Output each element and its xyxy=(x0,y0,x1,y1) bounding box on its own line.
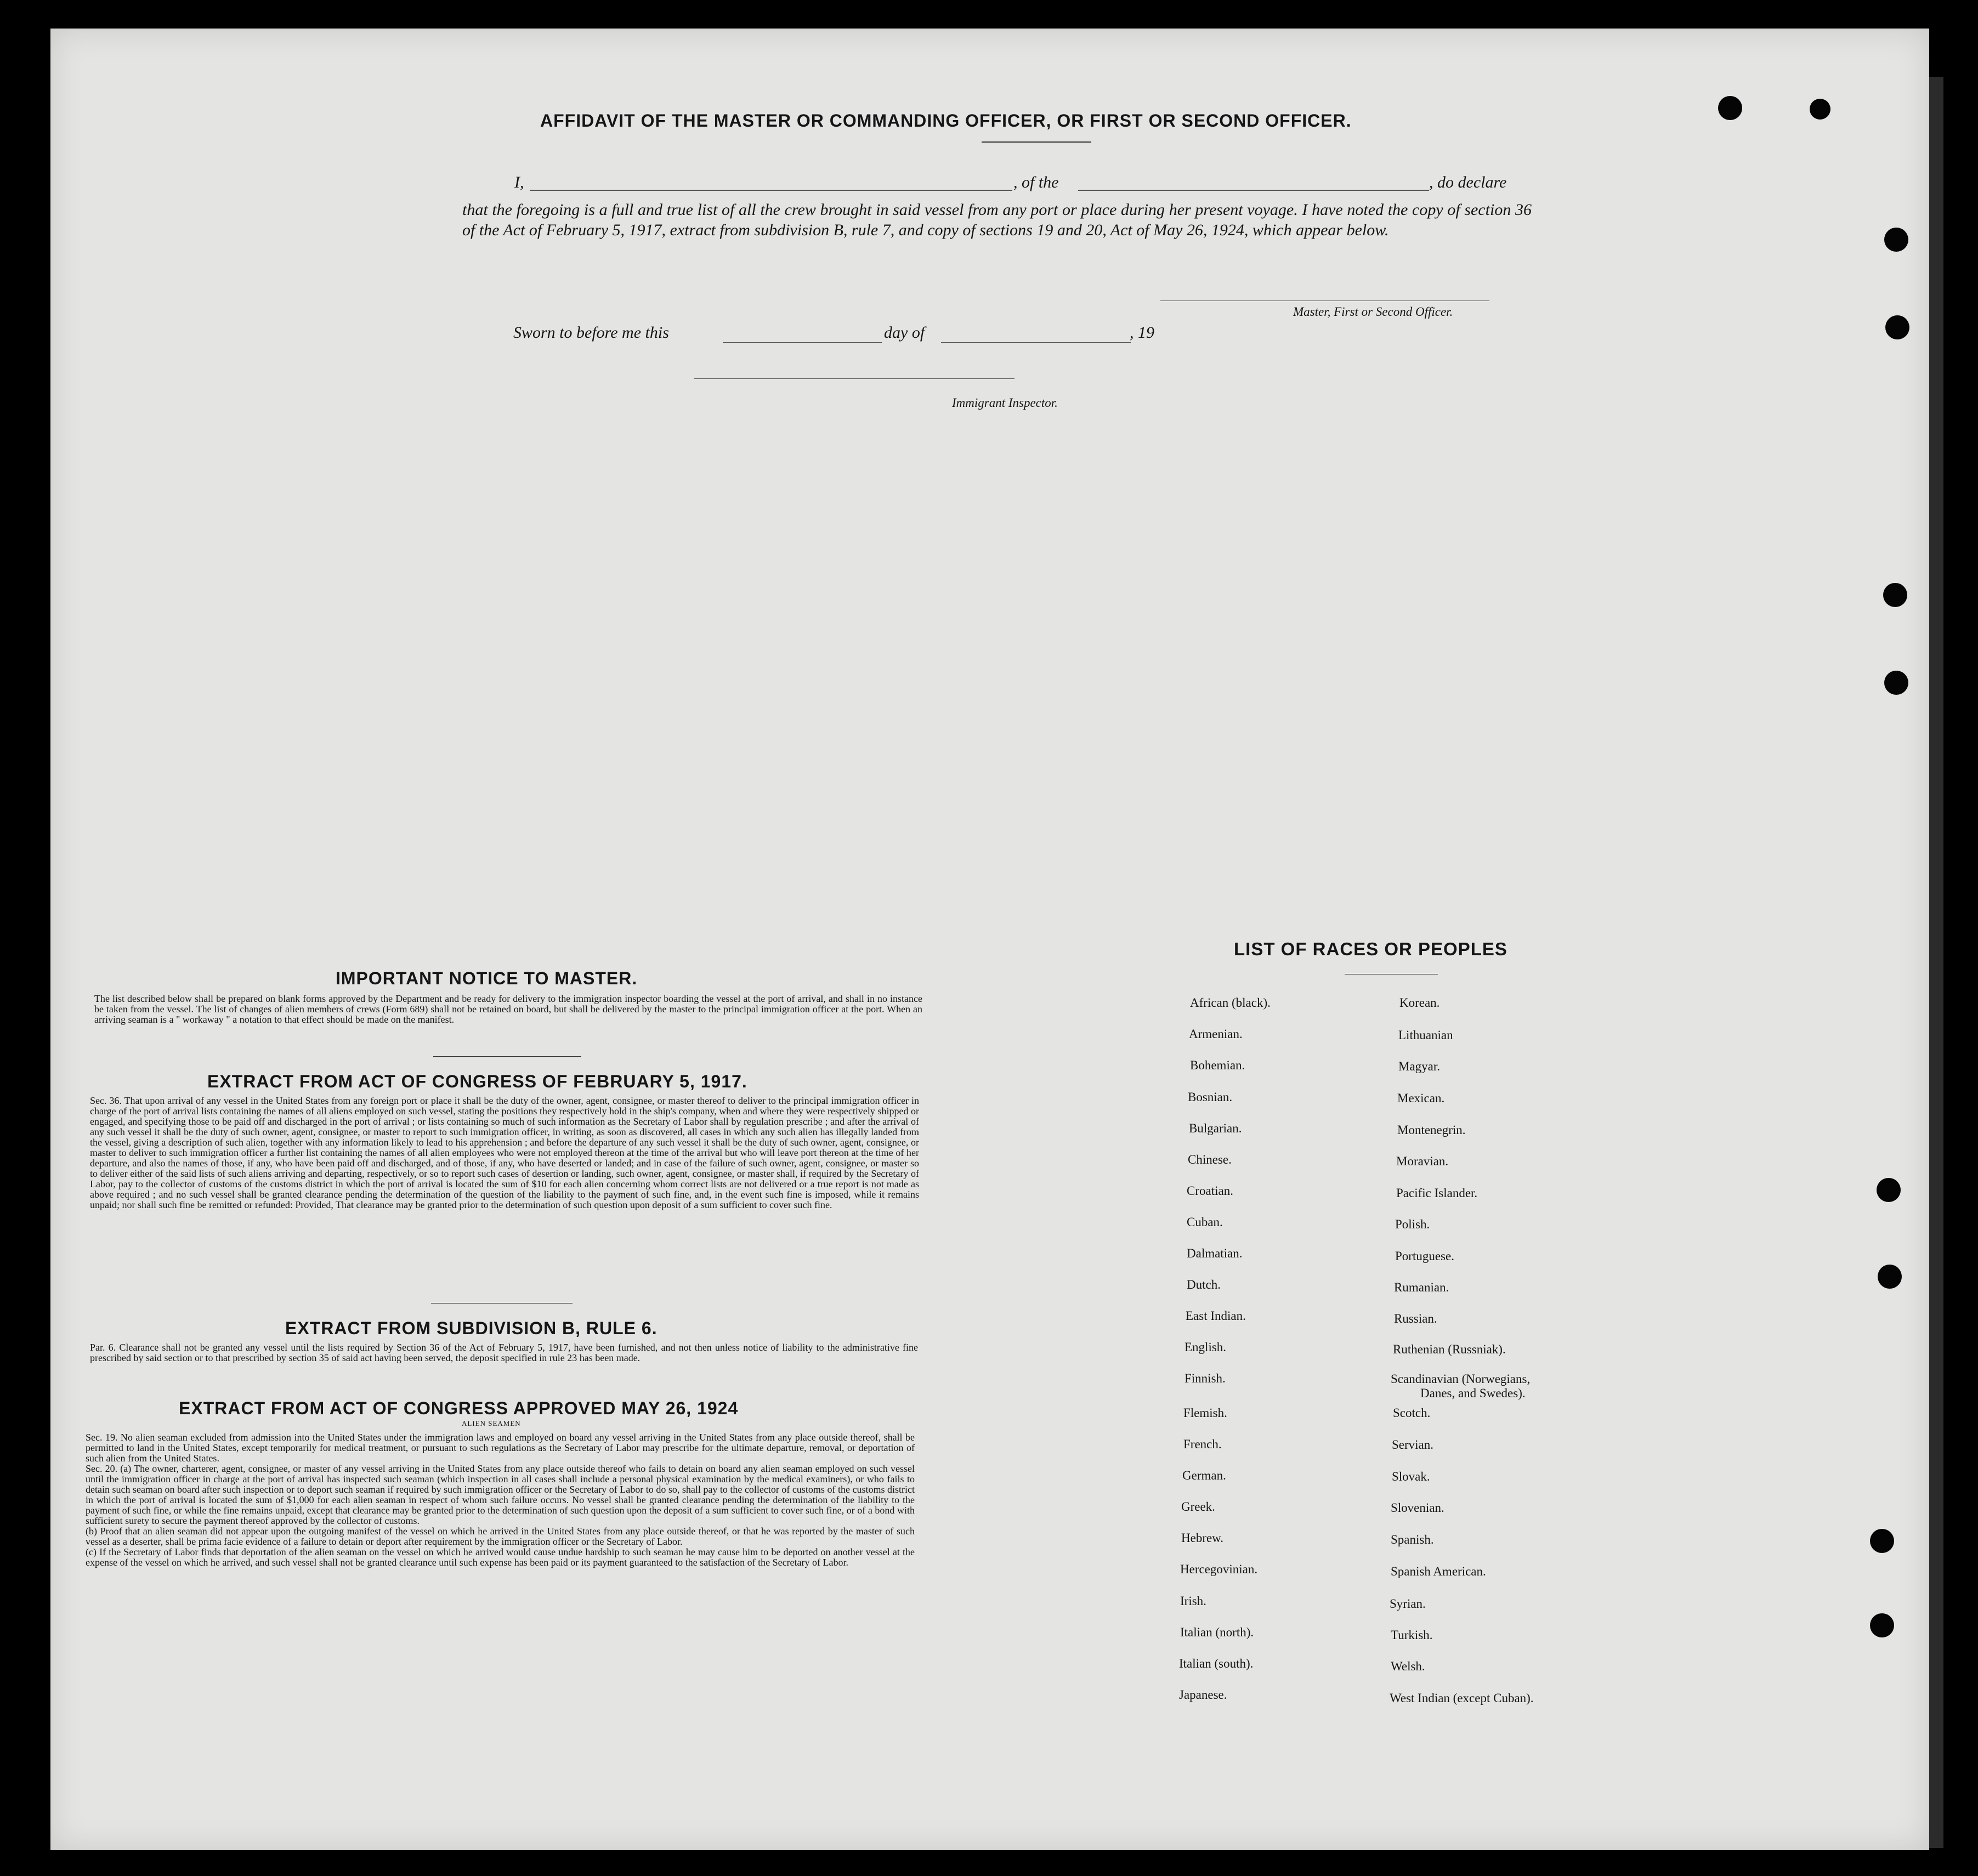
act-1924-body xyxy=(86,1432,915,1568)
race-item: Chinese. xyxy=(1188,1153,1232,1166)
race-item: Bohemian. xyxy=(1190,1058,1245,1072)
notice-title: IMPORTANT NOTICE TO MASTER. xyxy=(336,968,638,988)
race-item: West Indian (except Cuban). xyxy=(1390,1691,1534,1705)
race-item: Greek. xyxy=(1181,1500,1215,1514)
race-item: Bosnian. xyxy=(1188,1090,1233,1104)
punch-hole xyxy=(1885,315,1909,339)
day-of-label: day of xyxy=(884,324,925,342)
race-item: Portuguese. xyxy=(1395,1249,1454,1263)
race-item: Slovenian. xyxy=(1391,1501,1444,1515)
punch-hole xyxy=(1810,99,1830,120)
name-blank[interactable] xyxy=(530,190,1012,191)
act-1924-subtitle: ALIEN SEAMEN xyxy=(462,1419,521,1427)
races-title: LIST OF RACES OR PEOPLES xyxy=(1234,939,1507,959)
race-item: Pacific Islander. xyxy=(1396,1186,1478,1200)
punch-hole xyxy=(1718,96,1742,120)
page-edge xyxy=(1929,77,1943,1848)
race-item: Hercegovinian. xyxy=(1180,1562,1258,1576)
punch-hole xyxy=(1877,1178,1901,1202)
divider xyxy=(433,1056,581,1057)
punch-hole xyxy=(1878,1265,1902,1289)
race-item: Finnish. xyxy=(1184,1371,1226,1385)
punch-hole xyxy=(1870,1613,1894,1637)
race-item: Japanese. xyxy=(1179,1688,1227,1702)
race-item: Scotch. xyxy=(1393,1406,1431,1420)
sworn-day-blank[interactable] xyxy=(723,342,882,343)
race-item: Italian (south). xyxy=(1179,1657,1254,1670)
race-item: English. xyxy=(1184,1340,1227,1354)
race-item: Syrian. xyxy=(1390,1597,1426,1611)
race-item: Italian (north). xyxy=(1180,1625,1254,1639)
race-item: Cuban. xyxy=(1187,1215,1223,1229)
race-item: Slovak. xyxy=(1392,1470,1430,1483)
race-item: Armenian. xyxy=(1189,1027,1243,1041)
sec-20b-text: (b) Proof that an alien seaman did not appear upon the outgoing manifest of the vessel on which he arrived in the United States from any place outside thereof, or that he was reported by the master of such vessel as a deserter, shall be prima facie evidence of a failure to detain or deport after requirement by the immigration officer or the Secretary of Labor. xyxy=(86,1526,915,1547)
race-item: Spanish. xyxy=(1391,1533,1434,1546)
race-item: Korean. xyxy=(1399,996,1440,1010)
document-page xyxy=(50,29,1929,1850)
race-item: Danes, and Swedes). xyxy=(1420,1386,1526,1400)
act-1917-text: Sec. 36. That upon arrival of any vessel in the United States from any foreign port or place it shall be the duty of the owner, agent, consignee, or master thereof to deliver to the principal immigration officer in charge of the port of arrival lists containing the names of all aliens employed on such vessel, stating the positions they respectively hold in the ship's company, when and where they were respectively shipped or engaged, and specifying those to be paid off and discharged in the port of arrival ; or lists containing so much of such information as the Secretary of Labor shall by regulation prescribe ; and after the arrival of any such vessel it shall be the duty of such owner, agent, consignee, or master to report to such immigration officer, in writing, as soon as discovered, all cases in which any such alien has illegally landed from the vessel, giving a description of such alien, together with any information likely to lead to his apprehension ; and before the departure of any such vessel it shall be the duty of such owner, agent, consignee, or master to deliver to such immigration officer a further list containing the names of all alien employees who were not employed thereon at the time of the arrival but who will leave port thereon at the time of her departure, and also the names of those, if any, who have been paid off and discharged, and of those, if any, who have deserted or landed; and in case of the failure of such owner, agent, consignee, or master so to deliver either of the said lists of such aliens arriving and departing, respectively, or so to report such cases of desertion or landing, such owner, agent, consignee, or master shall, if required by the Secretary of Labor, pay to the collector of customs of the customs district in which the port of arrival is located the sum of $10 for each alien concerning whom correct lists are not delivered or a true report is not made as above required ; and no such vessel shall be granted clearance pending the determination of the question of the liability to the payment of such fine, and, in the event such fine is imposed, while it remains unpaid; nor shall such fine be remitted or refunded: Provided, That clearance may be granted prior to the determination of such question upon deposit of a sum sufficient to cover such fine. xyxy=(90,1095,919,1210)
race-item: Welsh. xyxy=(1391,1659,1425,1673)
race-item: Croatian. xyxy=(1187,1184,1233,1198)
affidavit-body: that the foregoing is a full and true list of all the crew brought in said vessel from any port or place during her present voyage. I have noted the copy of section 36 of the Act of February 5, 1917, extract from subdivision B, rule 7, and copy of sections 19 and 20, Act of May 26, 1924, which appear below. xyxy=(462,201,1532,239)
race-item: Moravian. xyxy=(1396,1154,1449,1168)
race-item: Polish. xyxy=(1395,1217,1430,1231)
rule-6-text: Par. 6. Clearance shall not be granted any vessel until the lists required by Section 36 of the Act of February 5, 1917, have been furnished, and not then unless notice of liability to the administrative fine prescribed by said section or to that prescribed by section 35 of said act having been served, the deposit specified in rule 23 has been made. xyxy=(90,1342,918,1363)
race-item: Magyar. xyxy=(1398,1059,1441,1073)
punch-hole xyxy=(1870,1529,1894,1553)
affidavit-title: AFFIDAVIT OF THE MASTER OR COMMANDING OFFICER, OR FIRST OR SECOND OFFICER. xyxy=(540,111,1352,131)
race-item: Flemish. xyxy=(1183,1406,1227,1420)
sec-20c-text: (c) If the Secretary of Labor finds that deportation of the alien seaman on the vessel on which he arrived would cause undue hardship to such seaman he may cause him to be deported on another vessel at the expense of the vessel on which he arrived, and such vessel shall not be granted clearance until such expense has been paid or its payment guaranteed to the satisfaction of the Secretary of Labor. xyxy=(86,1546,915,1568)
race-item: Servian. xyxy=(1392,1438,1434,1452)
title-rule xyxy=(982,141,1091,143)
race-item: Russian. xyxy=(1394,1312,1437,1325)
rule-6-title: EXTRACT FROM SUBDIVISION B, RULE 6. xyxy=(285,1318,658,1338)
do-declare-label: , do declare xyxy=(1429,173,1507,191)
race-item: Turkish. xyxy=(1391,1628,1433,1642)
sec-20a-text: Sec. 20. (a) The owner, charterer, agent, consignee, or master of any vessel arriving in the United States from any place outside thereof who fails to detain on board any alien seaman employed on such vessel until the immigration officer in charge at the port of arrival has inspected such seaman (which inspection in all cases shall include a personal physical examination by the medical examiners), or who fails to detain such seaman on board after such inspection or to deport such seaman if required by such immigration officer or the Secretary of Labor to do so, shall pay to the collector of customs of the customs district in which the port of arrival is located the sum of $1,000 for each alien seaman in respect of whom such failure occurs. No vessel shall be granted clearance pending the determination of the liability to the payment of such fine, or while the fine remains unpaid, except that clearance may be granted prior to the determination of such question upon the deposit of a sum sufficient to cover such fine, or of a bond with sufficient surety to secure the payment thereof approved by the collector of customs. xyxy=(86,1463,915,1526)
punch-hole xyxy=(1883,583,1907,607)
race-item: German. xyxy=(1182,1469,1226,1482)
master-signature-caption: Master, First or Second Officer. xyxy=(1293,305,1453,319)
race-item: Dutch. xyxy=(1187,1278,1221,1291)
race-item: Spanish American. xyxy=(1391,1565,1486,1578)
race-item: Mexican. xyxy=(1397,1091,1445,1105)
punch-hole xyxy=(1884,671,1908,695)
punch-hole xyxy=(1884,228,1908,252)
vessel-blank[interactable] xyxy=(1078,190,1429,191)
race-item: Hebrew. xyxy=(1181,1531,1224,1545)
act-1924-title: EXTRACT FROM ACT OF CONGRESS APPROVED MAY 26, 1924 xyxy=(179,1398,739,1418)
race-item: Scandinavian (Norwegians, xyxy=(1391,1372,1531,1386)
race-item: Dalmatian. xyxy=(1187,1246,1243,1260)
race-item: East Indian. xyxy=(1186,1309,1246,1323)
race-item: French. xyxy=(1183,1437,1222,1451)
act-1917-title: EXTRACT FROM ACT OF CONGRESS OF FEBRUARY 5, 1917. xyxy=(207,1072,747,1091)
year-label: , 19 xyxy=(1130,324,1154,342)
inspector-signature-line[interactable] xyxy=(694,378,1014,379)
race-item: Irish. xyxy=(1180,1594,1206,1608)
race-item: Montenegrin. xyxy=(1397,1123,1466,1137)
race-item: Rumanian. xyxy=(1394,1280,1449,1294)
race-item: Ruthenian (Russniak). xyxy=(1393,1342,1506,1356)
race-item: Bulgarian. xyxy=(1189,1121,1242,1135)
race-item: African (black). xyxy=(1190,996,1271,1010)
sec-19-text: Sec. 19. No alien seaman excluded from admission into the United States under the immigration laws and employed on board any vessel arriving in the United States from any place outside thereof, shall be permitted to land in the United States, except temporarily for medical treatment, or pursuant to such regulations as the Secretary of Labor may prescribe for the ultimate departure, removal, or deportation of such alien from the United States. xyxy=(86,1432,915,1464)
declarant-label: I, xyxy=(514,173,524,191)
of-the-label: , of the xyxy=(1013,173,1059,191)
race-item: Lithuanian xyxy=(1398,1028,1453,1042)
notice-text: The list described below shall be prepared on blank forms approved by the Department and be ready for delivery to the immigration inspector boarding the vessel at the port of arrival, and shall in no instance be taken from the vessel. The list of changes of alien members of crews (Form 689) shall not be retained on board, but shall be delivered by the master to the principal immigration officer at the port. When an arriving seaman is a " workaway " a notation to that effect should be made on the manifest. xyxy=(94,993,922,1025)
month-blank[interactable] xyxy=(941,342,1131,343)
inspector-caption: Immigrant Inspector. xyxy=(952,396,1058,410)
sworn-label: Sworn to before me this xyxy=(513,324,669,342)
